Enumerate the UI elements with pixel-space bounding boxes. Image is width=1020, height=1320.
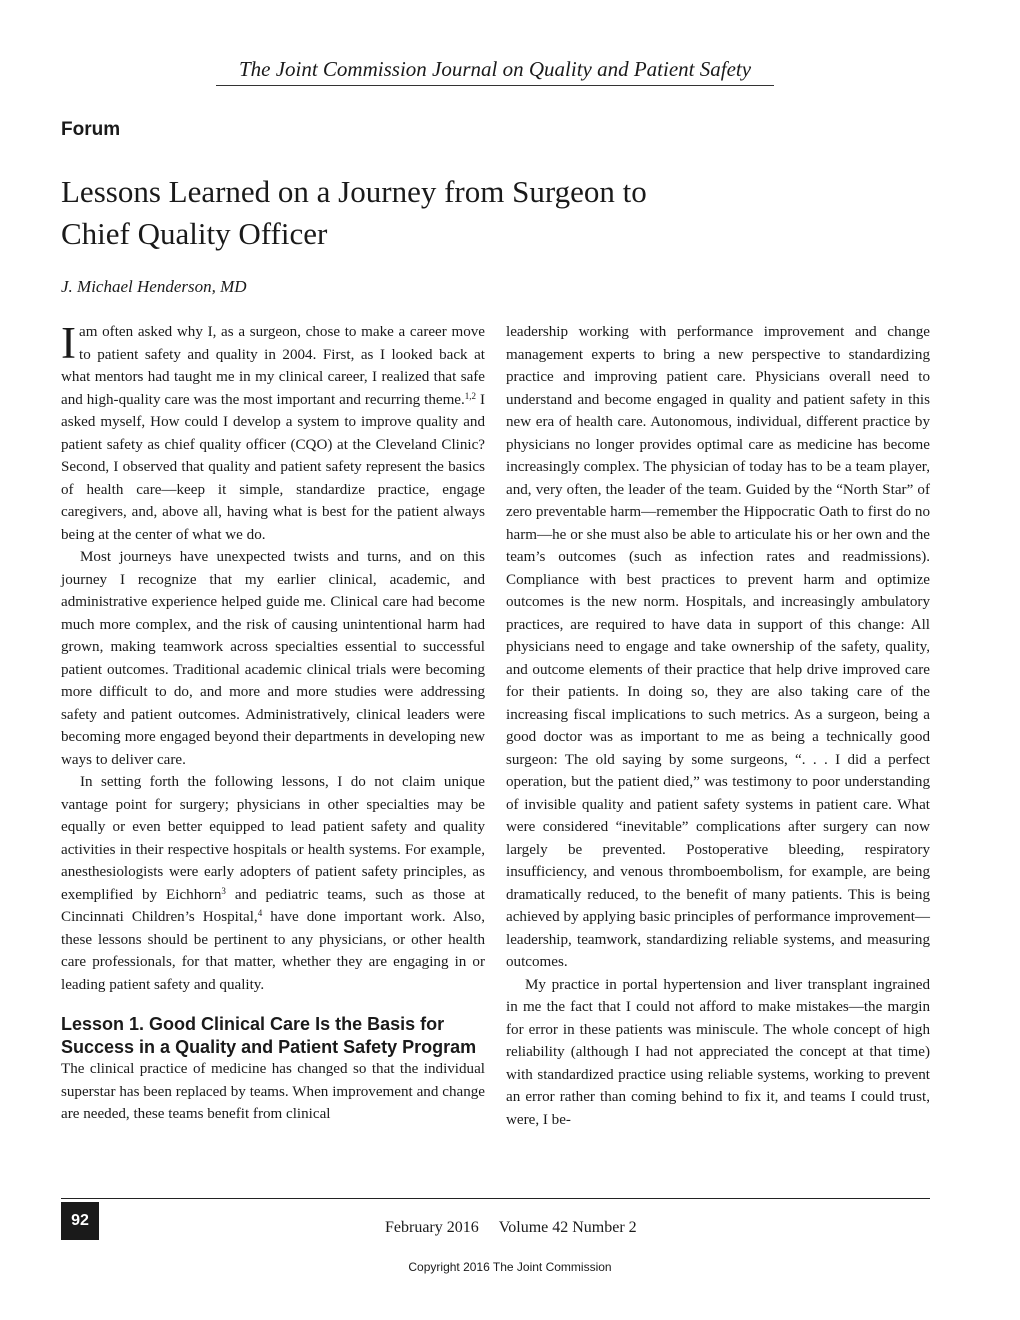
issue-volume: Volume 42 Number 2 — [498, 1219, 637, 1236]
lesson-1-heading: Lesson 1. Good Clinical Care Is the Basis for Success in a Quality and Patient Safety Program — [61, 1014, 477, 1057]
paragraph: My practice in portal hypertension and liver transplant ingrained in me the fact that I could not afford to make mistakes—the margin for error in these patients was miniscule. The whole concept of high reliability (although I had not appreciated the concept at that time) with standardized practice using reliable systems, working to prevent an error rather than coming behind to fix it, and teams I could trust, were, I be- — [506, 976, 930, 1128]
paragraph: The clinical practice of medicine has changed so that the individual superstar has been replaced by teams. When improvement and change are needed, these teams benefit from clinical — [61, 1061, 485, 1122]
paragraph: leadership working with performance improvement and change management experts to bring a new perspective to standardizing practice and improving patient care. Physicians overall need to understand and become engaged in quality and patient safety in this new era of health care. Autonomous, individual, different practice by physicians no longer provides optimal care as medicine has become increasingly complex. The physician of today has to be a team player, and, very often, the leader of the team. Guided by the “North Star” of zero preventable harm—remember the Hippocratic Oath to first do no harm—he or she must also be able to articulate his or her own and the team’s outcomes (such as infection rates and readmissions). Compliance with best practices to prevent harm and optimize outcomes is the new norm. Hospitals, and increasingly ambulatory practices, are required to have data in support of this change: All physicians need to engage and take ownership of the safety, quality, and outcome elements of their practice that help drive improved care for their patients. In doing so, they are also taking care of the increasing fiscal implications to such metrics. As a surgeon, being a good doctor was as important to me as being a technically good surgeon: The old saying by some surgeons, “. . . I did a perfect operation, but the patient died,” was testimony to poor understanding of invisible quality and patient safety systems in patient care. What were considered “inevitable” complications after surgery can now largely be prevented. Postoperative bleeding, respiratory insufficiency, and venous thromboembolism, for example, are being dramatically reduced, to the benefit of many patients. This is being achieved by applying basic principles of performance improvement—leadership, teamwork, standardizing reliable systems, and measuring outcomes. — [506, 324, 930, 970]
journal-title: The Joint Commission Journal on Quality and Patient Safety — [216, 56, 774, 86]
paragraph-text: I asked myself, How could I develop a system to improve quality and patient safety as chief quality officer (CQO) at the Cleveland Clinic? Second, I observed that quality and patient safety represent the basics of health care—keep it simple, standardize practice, engage caregivers, and, above all, having what is best for the patient always being at the center of what we do. — [61, 391, 485, 543]
citation-superscript: 3 — [221, 885, 226, 896]
left-column — [61, 318, 486, 1126]
article-title-line-1: Lessons Learned on a Journey from Surgeon to — [61, 174, 647, 209]
paragraph-text: have done important work. Also, these lessons should be pertinent to any physicians, or other health care professionals, for that matter, whether they are engaging in or leading patient safety and quality. — [61, 909, 485, 993]
article-title — [61, 171, 761, 255]
right-column — [506, 321, 930, 1131]
citation-superscript: 4 — [257, 908, 263, 918]
author-name: J. Michael Henderson, MD — [61, 277, 247, 296]
footer-rule — [61, 1198, 930, 1199]
paragraph: Most journeys have unexpected twists and turns, and on this journey I recognize that my earlier clinical, academic, and administrative experience helped guide me. Clinical care had become much more complex, and the risk of causing unintentional harm had grown, making teamwork across specialties essential to successful patient outcomes. Traditional academic clinical trials were becoming more difficult to do, and more and more studies were addressing safety and patient outcomes. Administratively, clinical leaders were becoming more engaged beyond their departments in developing new ways to deliver care. — [61, 549, 485, 768]
issue-info — [385, 1217, 637, 1239]
paragraph — [61, 318, 485, 546]
section-label: Forum — [61, 119, 121, 140]
article-title-line-2: Chief Quality Officer — [61, 216, 328, 251]
paragraph-text: and pediatric teams, such as those at Cincinnati Children’s Hospital, — [61, 886, 486, 925]
paragraph-text: am often asked why I, as a surgeon, chose to make a career move to patient safety and quality in 2004. First, as I looked back at what mentors had taught me in my clinical career, I realized that safe and high-quality care was the most important and recurring theme. — [61, 324, 485, 408]
drop-cap: I — [61, 318, 76, 368]
paragraph — [61, 771, 485, 996]
issue-date: February 2016 — [385, 1219, 479, 1236]
page-number: 92 — [61, 1202, 99, 1240]
copyright-notice: Copyright 2016 The Joint Commission — [408, 1260, 612, 1274]
citation-superscript: 1,2 — [464, 390, 477, 401]
paragraph-text: In setting forth the following lessons, I do not claim unique vantage point for surgery; physicians in other specialties may be equally or even better equipped to lead patient safety and quality activities in their respective hospitals or health systems. For example, anesthesiologists were early adopters of patient safety principles, as exemplified by Eichhorn — [61, 774, 485, 903]
